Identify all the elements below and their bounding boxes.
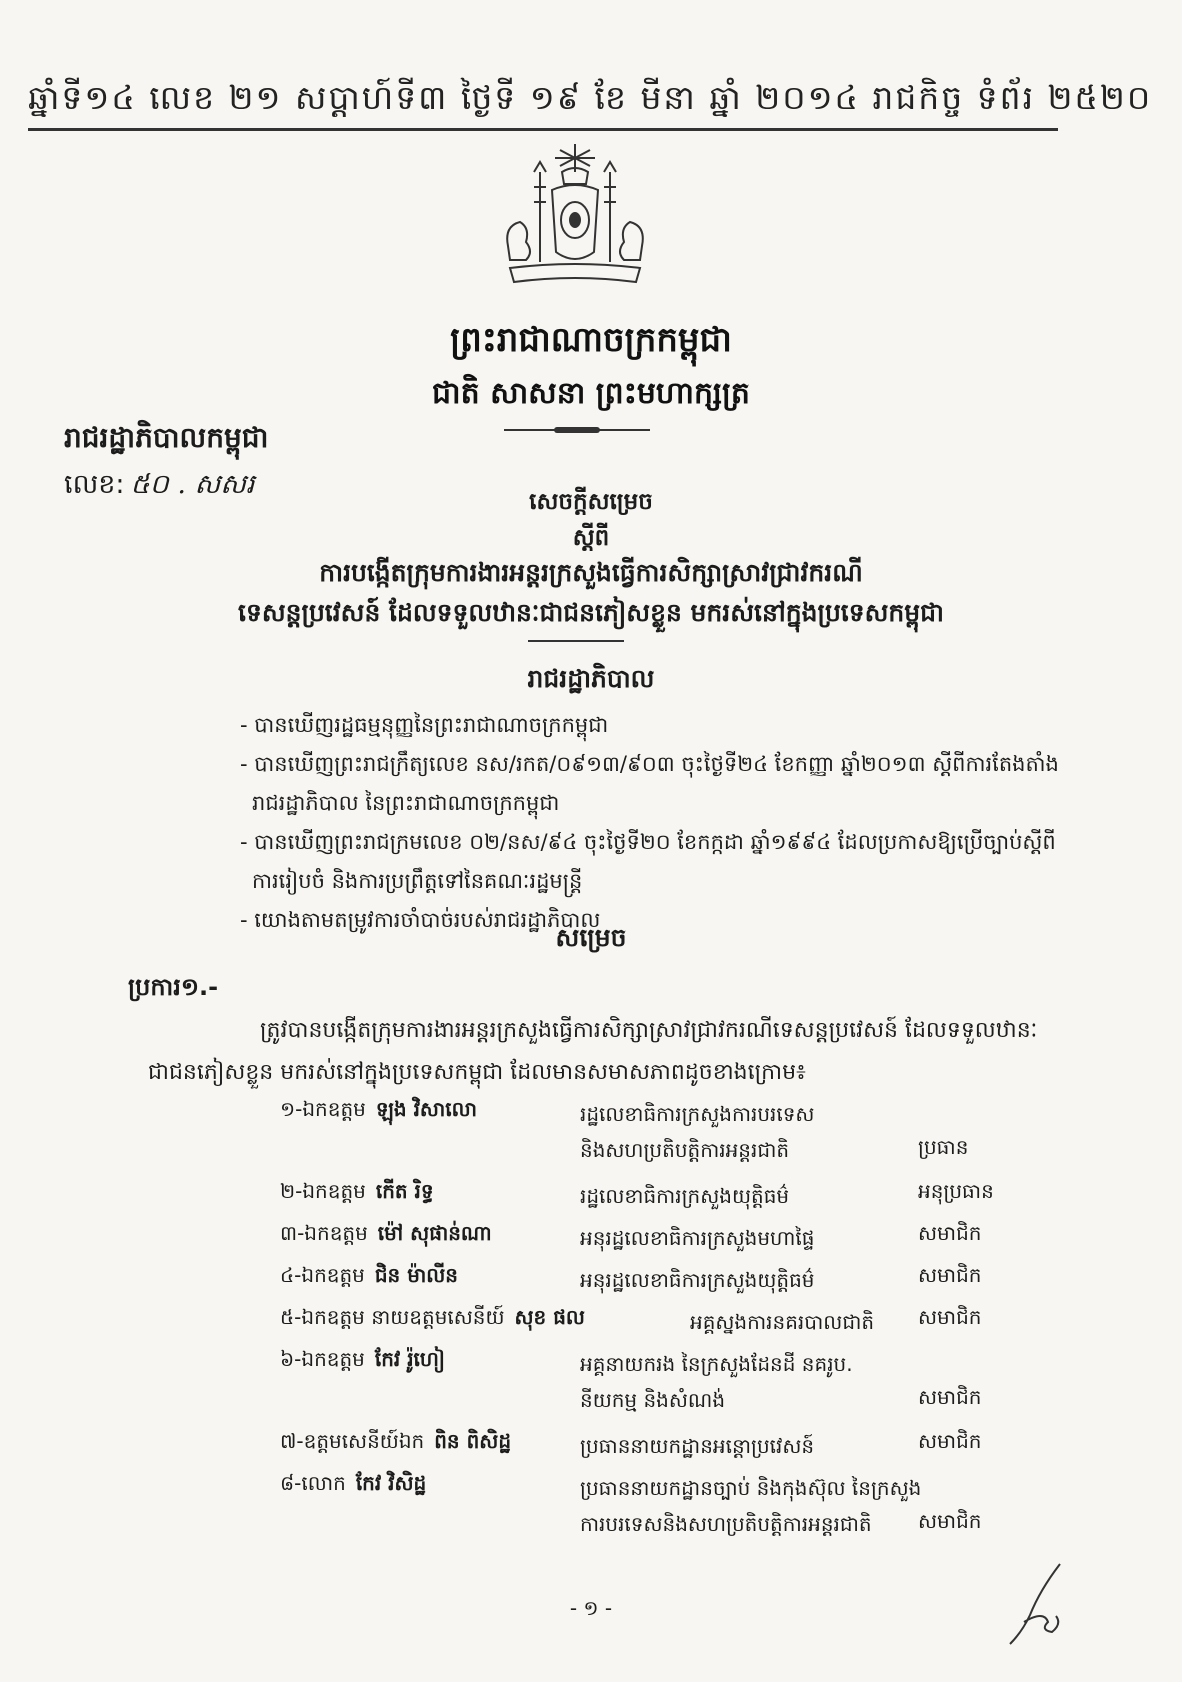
document-number-label: លេខ:	[64, 469, 125, 500]
consideration-continuation: ការរៀបចំ និងការប្រព្រឹត្តទៅនៃគណៈរដ្ឋមន្ត្រី	[252, 869, 583, 893]
member-row	[280, 1170, 1020, 1212]
issuing-authority: រាជរដ្ឋាភិបាលកម្ពុជា	[64, 421, 269, 454]
member-name: ពិន ពិសិដ្ឋ	[434, 1429, 512, 1453]
subject-divider	[528, 640, 624, 642]
member-title: ៦-ឯកឧត្តម	[280, 1347, 365, 1371]
member-title: ៥-ឯកឧត្តម នាយឧត្តមសេនីយ៍	[280, 1305, 505, 1329]
member-name: ជិន ម៉ាលីន	[374, 1263, 458, 1287]
national-motto: ជាតិ សាសនា ព្រះមហាក្សត្រ	[432, 376, 750, 411]
member-position: រដ្ឋលេខាធិការក្រសួងការបរទេស	[580, 1102, 815, 1126]
ornament-center	[554, 427, 600, 433]
member-role: សមាជិក	[918, 1509, 982, 1533]
subject-line-1: ការបង្កើតក្រុមការងារអន្តរក្រសួងធ្វើការសិក្សាស្រាវជ្រាវករណី	[319, 558, 863, 587]
article-1-label: ប្រការ១.-	[128, 973, 219, 1001]
considerations-list	[240, 706, 1070, 940]
member-title: ៧-ឧត្តមសេនីយ៍ឯក	[280, 1429, 425, 1453]
member-title: ២-ឯកឧត្តម	[280, 1179, 366, 1203]
government-heading: រាជរដ្ឋាភិបាល	[527, 664, 655, 693]
member-role: សមាជិក	[918, 1429, 982, 1453]
document-number-value: ៥០ . សសរ	[130, 469, 255, 500]
member-row	[280, 1254, 1020, 1296]
member-name: កែវ វិសិដ្ឋ	[355, 1471, 427, 1495]
consideration-item: - បានឃើញព្រះរាជក្រមលេខ ០២/នស/៩៤ ចុះថ្ងៃទី២០ ខែកក្កដា ឆ្នាំ១៩៩៤ ដែលប្រកាសឱ្យប្រើច្បាប់ស្តីពី	[240, 830, 1056, 854]
member-role: ប្រធាន	[918, 1135, 969, 1159]
member-role: សមាជិក	[918, 1221, 982, 1245]
member-title: ៤-ឯកឧត្តម	[280, 1263, 365, 1287]
consideration-continuation: រាជរដ្ឋាភិបាល នៃព្រះរាជាណាចក្រកម្ពុជា	[252, 791, 560, 815]
consideration-item: - បានឃើញព្រះរាជក្រឹត្យលេខ នស/រកត/០៩១៣/៩០៣ ចុះថ្ងៃទី២៤ ខែកញ្ញា ឆ្នាំ២០១៣ ស្តីពីការតែងតាំង	[240, 752, 1059, 776]
member-row	[280, 1296, 1020, 1338]
member-position: និងសហប្រតិបត្តិការអន្តរជាតិ	[580, 1138, 790, 1162]
handwritten-initials	[1000, 1560, 1080, 1646]
decide-heading: សម្រេច	[555, 923, 627, 952]
consideration-item: - បានឃើញរដ្ឋធម្មនុញ្ញនៃព្រះរាជាណាចក្រកម្ពុជា	[240, 713, 609, 737]
members-list	[280, 1088, 1020, 1544]
member-position: អនុរដ្ឋលេខាធិការក្រសួងយុត្តិធម៌	[580, 1268, 815, 1292]
article-1-text: ត្រូវបានបង្កើតក្រុមការងារអន្តរក្រសួងធ្វើការសិក្សាស្រាវជ្រាវករណីទេសន្តប្រវេសន៍ ដែលទទួលឋានៈជាជនភៀសខ្លួន មករស់នៅក្នុងប្រទេសកម្ពុជា ដែលមានសមាសភាពដូចខាងក្រោម៖	[148, 1018, 1038, 1085]
decision-type: សេចក្តីសម្រេច	[529, 489, 653, 515]
member-name: កើត រិទ្ធ	[375, 1179, 434, 1203]
member-position: អគ្គស្នងការនគរបាលជាតិ	[690, 1310, 875, 1334]
member-position: ប្រធាននាយកដ្ឋានច្បាប់ និងកុងស៊ុល នៃក្រសួង	[580, 1476, 922, 1500]
member-row	[280, 1338, 1020, 1420]
member-position: ប្រធាននាយកដ្ឋានអន្តោប្រវេសន៍	[580, 1434, 815, 1458]
member-name: កែវ រ៉ូហៀ	[374, 1347, 445, 1371]
member-role: អនុប្រធាន	[918, 1179, 994, 1203]
member-row	[280, 1088, 1020, 1170]
member-position: នីយកម្ម និងសំណង់	[580, 1388, 726, 1412]
member-title: ១-ឯកឧត្តម	[280, 1097, 366, 1121]
page-number: - ១ -	[569, 1596, 613, 1620]
header-rule	[28, 128, 1058, 131]
member-role: សមាជិក	[918, 1305, 982, 1329]
member-position: អគ្គនាយករង នៃក្រសួងដែនដី នគរូប.	[580, 1352, 853, 1376]
consideration-item: - យោងតាមតម្រូវការចាំបាច់របស់រាជរដ្ឋាភិបាល	[240, 908, 601, 932]
member-position: ការបរទេសនិងសហប្រតិបត្តិការអន្តរជាតិ	[580, 1512, 872, 1536]
member-name: ឡុង វិសាលោ	[375, 1097, 478, 1121]
member-role: សមាជិក	[918, 1385, 982, 1409]
member-row	[280, 1462, 1020, 1544]
member-position: រដ្ឋលេខាធិការក្រសួងយុត្តិធម៌	[580, 1184, 790, 1208]
royal-coat-of-arms	[490, 142, 660, 300]
member-title: ៨-លោក	[280, 1471, 346, 1495]
member-row	[280, 1420, 1020, 1462]
subject-line-2: ទេសន្តប្រវេសន៍ ដែលទទួលឋានៈជាជនភៀសខ្លួន មករស់នៅក្នុងប្រទេសកម្ពុជា	[238, 598, 944, 627]
member-row	[280, 1212, 1020, 1254]
member-position: អនុរដ្ឋលេខាធិការក្រសួងមហាផ្ទៃ	[580, 1226, 815, 1250]
member-title: ៣-ឯកឧត្តម	[280, 1221, 368, 1245]
member-name: ម៉ៅ សុផាន់ណា	[377, 1221, 492, 1245]
concerning-label: ស្តីពី	[572, 525, 610, 551]
member-role: សមាជិក	[918, 1263, 982, 1287]
member-name: សុខ ផល	[514, 1305, 585, 1329]
gazette-header: ឆ្នាំទី១៤ លេខ ២១ សប្តាហ៍ទី៣ ថ្ងៃទី ១៩ ខែ មីនា ឆ្នាំ ២០១៤ រាជកិច្ច ទំព័រ ២៥២០	[28, 78, 1153, 117]
kingdom-title: ព្រះរាជាណាចក្រកម្ពុជា	[450, 320, 732, 360]
